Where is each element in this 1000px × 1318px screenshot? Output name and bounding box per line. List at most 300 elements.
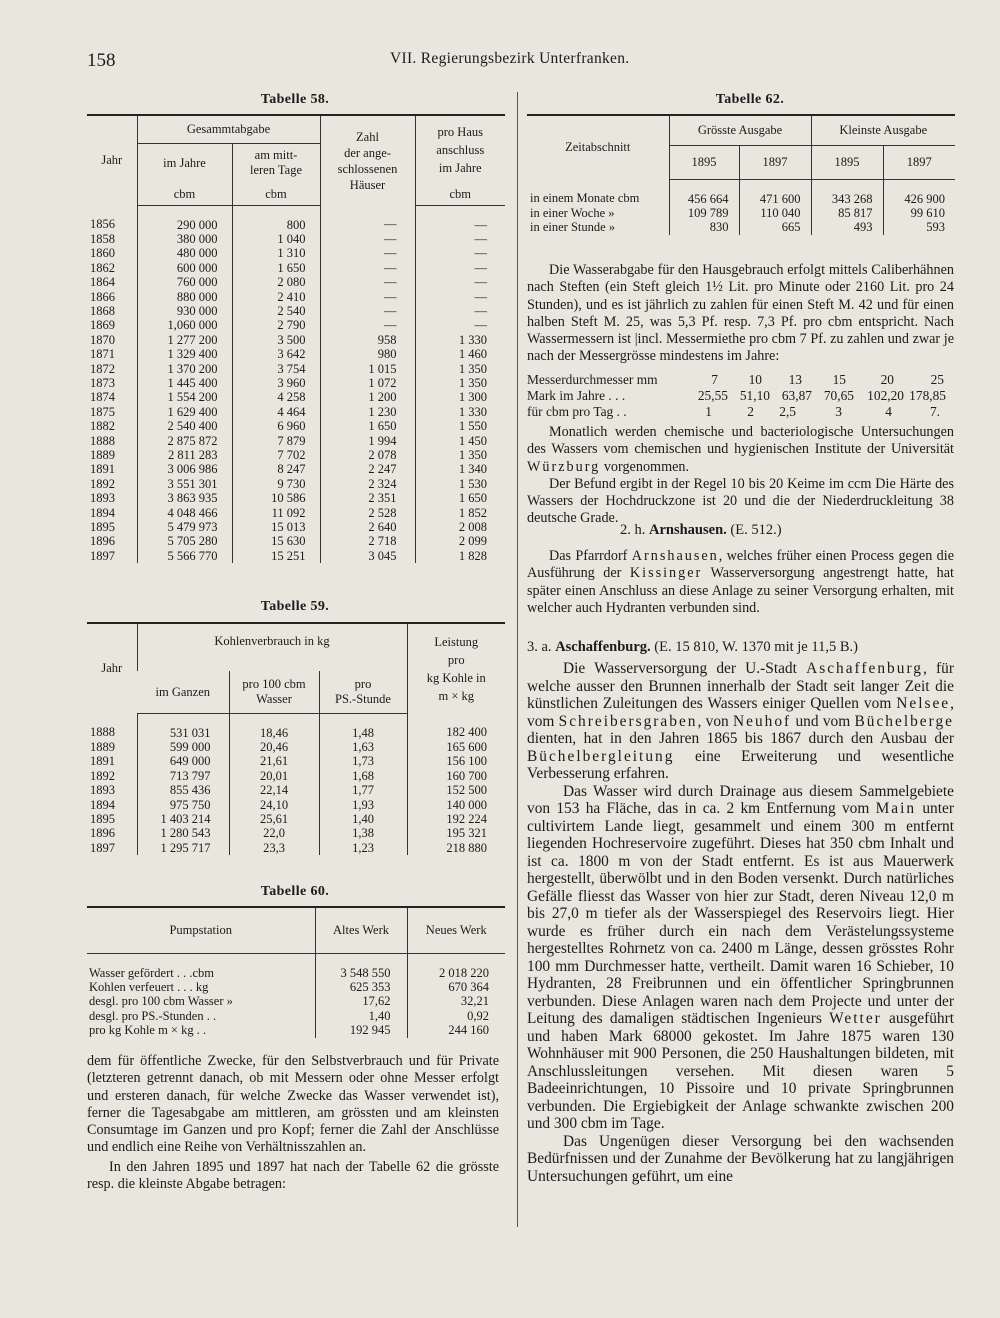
t59-row	[87, 826, 505, 840]
t62-head-y2: 1897	[739, 145, 811, 179]
t59-cell: 20,01	[229, 769, 319, 783]
t59-cell: 649 000	[137, 754, 229, 768]
p5-buechelbergleitung: Büchelbergleitung	[527, 747, 675, 765]
t58-row	[87, 333, 505, 347]
t59-head-ganzen: im Ganzen	[137, 671, 229, 713]
t58-cell: 1897	[90, 548, 115, 563]
t58-cell: 930 000	[137, 304, 232, 318]
t59-row	[87, 740, 505, 754]
t59-body	[87, 713, 505, 855]
t59-cell: 140 000	[407, 798, 505, 812]
t58-row	[87, 462, 505, 476]
t58-cell: —	[320, 232, 415, 246]
m1-v4: 15	[832, 372, 846, 387]
t62-cell: 493	[811, 220, 883, 234]
t58-head-gesammt: Gesammtabgabe	[137, 115, 320, 143]
t58-head-zahl: Zahl der ange- schlossenen Häuser	[320, 115, 415, 205]
t60-cell: 192 945	[315, 1023, 407, 1037]
t59-head-pro100: pro 100 cbm Wasser	[229, 671, 319, 713]
t58-cell: 1 370 200	[137, 362, 232, 376]
running-title: VII. Regierungsbezirk Unterfranken.	[390, 50, 630, 67]
t59-cell: 195 321	[407, 826, 505, 840]
t58-row	[87, 448, 505, 462]
t58-cell: 1862	[90, 260, 115, 275]
t58-cell: 1,060 000	[137, 318, 232, 332]
t62-cell: 665	[739, 220, 811, 234]
t58-cell: 1 230	[320, 405, 415, 419]
p5-neuhof: Neuhof	[733, 712, 792, 730]
t58-row	[87, 318, 505, 332]
t58-cell: 1 330	[415, 405, 505, 419]
t62-cell: in einer Woche »	[530, 205, 615, 220]
t58-row	[87, 419, 505, 433]
t58-cell: 1891	[90, 462, 115, 477]
p5-nelsee: Nelsee	[896, 695, 951, 712]
s2-pre: 2. h.	[620, 522, 649, 538]
t59-cell: 1897	[90, 840, 115, 855]
m3-v2: 2	[747, 404, 754, 419]
t60-cell: 625 353	[315, 980, 407, 994]
t58-cell: 3 960	[232, 376, 320, 390]
t58-cell: 15 630	[232, 534, 320, 548]
right-paragraph-5	[527, 660, 954, 783]
t58-row	[87, 376, 505, 390]
t59-cell: 855 436	[137, 783, 229, 797]
p6-e: ausgeführt und haben Mark 68000 gekostet. Im Jahre 1875 waren 130 Wohnhäuser mit 900 Personen, die 250 Haushaltungen bildeten, mit Anschlussleitungen versehen. Mit diesen waren 5 Badeeinrichtungen, 10 Pissoire und 10 private Springbrunnen verbunden. Die Ergiebigkeit der Anlage schwankte zwischen 200 und 300 cbm im Tage.	[527, 1010, 954, 1132]
t59-cell: 975 750	[137, 798, 229, 812]
t59-head-props: pro PS.-Stunde	[319, 671, 407, 713]
t59-cell: 160 700	[407, 769, 505, 783]
t58-cell: 1895	[90, 520, 115, 535]
t58-cell: 2 247	[320, 462, 415, 476]
t58-cell: 2 718	[320, 534, 415, 548]
t58-cell: 290 000	[137, 205, 232, 232]
right-paragraph-4	[527, 548, 954, 617]
table-60-caption: Tabelle 60.	[260, 884, 330, 899]
t58-row	[87, 347, 505, 361]
table-62-caption: Tabelle 62.	[715, 92, 785, 107]
t58-cell: 1 460	[415, 347, 505, 361]
t58-cell: —	[415, 318, 505, 332]
t60-cell: 670 364	[407, 980, 505, 994]
t58-row	[87, 506, 505, 520]
t59-cell: 1895	[90, 811, 115, 826]
right-text-3	[527, 548, 954, 617]
t58-cell: 980	[320, 347, 415, 361]
t58-row	[87, 275, 505, 289]
t58-cell: 1 550	[415, 419, 505, 433]
t58-cell: 1866	[90, 289, 115, 304]
t59-cell: 1888	[90, 725, 115, 740]
t59-cell: 18,46	[229, 713, 319, 740]
t60-row	[87, 994, 505, 1008]
t58-cell: 2 528	[320, 506, 415, 520]
t62-cell: 426 900	[883, 179, 955, 206]
p6-wetter: Wetter	[829, 1010, 882, 1027]
right-paragraph-1: Die Wasserabgabe für den Hausgebrauch erfolgt mittels Caliberhähnen nach Steften (ein Steft gleich 1½ Lit. pro Minute oder 2160 Lit. pro 24 Stunden), und es ist jährlich zu zahlen für einen Steft M. 42 und für einen halben Steft M. 25, was 5,3 Pf. resp. 7,3 Pf. pro cbm entspricht. Nach Wassermessern ist |incl. Messermiethe pro cbm 7 Pf. zu zahlen und zwar je nach der Messergrösse mindestens im Jahre:	[527, 262, 954, 365]
t59-cell: 1894	[90, 797, 115, 812]
p5-k: dienten, hat in den Jahren 1865 bis 1867 durch den Ausbau der	[527, 730, 954, 747]
t58-cell: 1 200	[320, 390, 415, 404]
m1-v1: 7	[711, 372, 718, 387]
t60-cell: Kohlen verfeuert . . . kg	[89, 979, 209, 994]
t62-cell: 471 600	[739, 179, 811, 206]
t59-cell: 156 100	[407, 754, 505, 768]
t58-cell: 1856	[90, 217, 115, 232]
t58-cell: 1 650	[320, 419, 415, 433]
p5-aschaffenburg: Aschaffenburg	[806, 660, 923, 677]
t58-cell: 958	[320, 333, 415, 347]
meter-label-1: Messerdurchmesser mm	[527, 372, 658, 387]
t59-cell: 1 280 543	[137, 826, 229, 840]
t62-row	[527, 179, 955, 206]
t60-cell: 244 160	[407, 1023, 505, 1037]
t58-cell: 1882	[90, 419, 115, 434]
t58-cell: 1873	[90, 375, 115, 390]
t58-cell: 1860	[90, 246, 115, 261]
t58-row	[87, 405, 505, 419]
t58-cell: 2 790	[232, 318, 320, 332]
t58-cell: 2 080	[232, 275, 320, 289]
t58-cell: 5 566 770	[137, 549, 232, 563]
t58-cell: 760 000	[137, 275, 232, 289]
p5-c: , für welche ausser den Brunnen innerhalb der Stadt seit langer Zeit die künstlichen Zuleitungen des Wassers einiger Quellen vom	[527, 660, 954, 712]
t58-cell: 5 479 973	[137, 520, 232, 534]
t58-cell: 880 000	[137, 290, 232, 304]
t62-head-gross: Grösste Ausgabe	[669, 115, 811, 145]
t58-cell: 3 642	[232, 347, 320, 361]
left-paragraph-1: dem für öffentliche Zwecke, für den Selbstverbrauch und für Private (letzteren getrennt danach, ob mit Messern oder ohne Messer erfolgt und ersteren danach, für welche Zwecke das Wasser verwendet ist), ferner die Tagesabgabe am mittleren, am grössten und am kleinsten Consumtage im Ganzen und pro Kopf; ferner die Zahl der Anschlüsse und endlich eine Reihe von Verhältnisszahlen an.	[87, 1053, 499, 1156]
t58-head-mittl: am mitt- leren Tage	[232, 143, 320, 183]
t59-cell: 1,93	[319, 798, 407, 812]
p5-buechelberge: Büchelberge	[854, 712, 954, 730]
t62-cell: 85 817	[811, 206, 883, 220]
t60-cell: 32,21	[407, 994, 505, 1008]
t59-cell: 1893	[90, 783, 115, 798]
m1-v2: 10	[748, 372, 762, 387]
t58-cell: 1864	[90, 275, 115, 290]
t62-head-klein: Kleinste Ausgabe	[811, 115, 955, 145]
t59-row	[87, 798, 505, 812]
table-59	[87, 622, 505, 855]
t58-cell: 1858	[90, 231, 115, 246]
t62-row	[527, 206, 955, 220]
t58-cell: 1 072	[320, 376, 415, 390]
t58-head-cbm-2: cbm	[232, 183, 320, 205]
t59-cell: 152 500	[407, 783, 505, 797]
t60-cell: Wasser gefördert . . .cbm	[89, 965, 214, 980]
t59-cell: 1,38	[319, 826, 407, 840]
t60-cell: 0,92	[407, 1009, 505, 1023]
t58-cell: 1 650	[232, 261, 320, 275]
p5-e: , vom	[527, 695, 954, 730]
t58-cell: —	[320, 304, 415, 318]
t59-cell: 1,40	[319, 812, 407, 826]
t58-cell: 4 048 466	[137, 506, 232, 520]
t58-cell: 5 705 280	[137, 534, 232, 548]
t58-cell: —	[415, 290, 505, 304]
t60-cell: desgl. pro PS.-Stunden . .	[89, 1008, 217, 1023]
t59-cell: 22,0	[229, 826, 319, 840]
m2-v3: 63,87	[781, 388, 812, 403]
t62-cell: 456 664	[669, 179, 739, 206]
t62-body	[527, 179, 955, 235]
t58-cell: 2 078	[320, 448, 415, 462]
t58-cell: 15 013	[232, 520, 320, 534]
m3-v6: 7.	[929, 404, 940, 419]
t58-cell: 2 811 283	[137, 448, 232, 462]
t58-cell: 1 277 200	[137, 333, 232, 347]
t60-head-alt: Altes Werk	[315, 907, 407, 953]
t58-row	[87, 261, 505, 275]
table-62	[527, 114, 955, 235]
table-58	[87, 114, 505, 563]
t58-row	[87, 362, 505, 376]
table-58-caption: Tabelle 58.	[260, 92, 330, 107]
t59-cell: 20,46	[229, 740, 319, 754]
t59-cell: 24,10	[229, 798, 319, 812]
t58-cell: 1 852	[415, 506, 505, 520]
p4-a: Das Pfarrdorf	[549, 548, 632, 564]
p5-a: Die Wasserversorgung der U.-Stadt	[563, 660, 807, 677]
t60-cell: desgl. pro 100 cbm Wasser »	[89, 994, 233, 1009]
t58-cell: 3 500	[232, 333, 320, 347]
t58-cell: 1 445 400	[137, 376, 232, 390]
t59-cell: 1,73	[319, 754, 407, 768]
t58-cell: 1 650	[415, 491, 505, 505]
m2-v4: 70,65	[823, 388, 854, 403]
t58-cell: 380 000	[137, 232, 232, 246]
t58-head-pro-haus: pro Haus anschluss im Jahre	[415, 115, 505, 183]
meter-row-3	[527, 404, 946, 420]
section-aschaffenburg	[527, 639, 858, 656]
t59-cell: 1,48	[319, 713, 407, 740]
t62-cell: in einer Stunde »	[530, 220, 616, 235]
t62-cell: 110 040	[739, 206, 811, 220]
t58-cell: —	[415, 205, 505, 232]
t58-row	[87, 290, 505, 304]
t58-cell: 2 324	[320, 477, 415, 491]
t59-cell: 531 031	[137, 713, 229, 740]
t60-cell: 3 548 550	[315, 953, 407, 980]
t60-cell: 1,40	[315, 1009, 407, 1023]
t60-row	[87, 1023, 505, 1037]
t58-cell: 1 350	[415, 448, 505, 462]
t59-row	[87, 754, 505, 768]
p4-e: Wasserversorgung angestrengt hatte, hat später einen Anschluss an diese Anlage zu seiner Versorgung erhalten, mit welcher auch Hydranten verbunden sind.	[527, 565, 954, 616]
t58-cell: 3 863 935	[137, 491, 232, 505]
t58-cell: 2 410	[232, 290, 320, 304]
s3-pre: 3. a.	[527, 639, 556, 655]
left-paragraph-2: In den Jahren 1895 und 1897 hat nach der Tabelle 62 die grösste resp. die kleinste Abgabe betragen:	[87, 1158, 499, 1193]
t58-row	[87, 304, 505, 318]
t58-cell: 2 640	[320, 520, 415, 534]
p6-main: Main	[875, 800, 917, 817]
t58-cell: 1874	[90, 390, 115, 405]
t59-cell: 165 600	[407, 740, 505, 754]
t58-head-cbm-1: cbm	[137, 183, 232, 205]
m2-v1: 25,55	[697, 388, 728, 403]
m3-v4: 3	[835, 404, 842, 419]
t58-cell: 6 960	[232, 419, 320, 433]
right-paragraph-6	[527, 783, 954, 1133]
t58-cell: 3 006 986	[137, 462, 232, 476]
t58-cell: 1868	[90, 303, 115, 318]
t59-cell: 1,77	[319, 783, 407, 797]
p4-c: , welches früher einen Process gegen die Ausführung der	[527, 548, 954, 582]
t58-cell: 3 754	[232, 362, 320, 376]
t59-cell: 1892	[90, 768, 115, 783]
t58-cell: 1 994	[320, 434, 415, 448]
t58-row	[87, 232, 505, 246]
t60-cell: 17,62	[315, 994, 407, 1008]
t58-cell: —	[320, 205, 415, 232]
t58-cell: —	[415, 232, 505, 246]
s2-name: Arnshausen.	[649, 522, 727, 538]
p6-a: Das Wasser wird durch Drainage aus diesem Sammelgebiete von 153 ha Fläche, das in ca. 2 km Entfernung vom	[527, 782, 954, 817]
t58-row	[87, 205, 505, 232]
t58-head-jahr: Jahr	[87, 115, 137, 205]
left-text	[87, 1053, 499, 1193]
t60-cell: 2 018 220	[407, 953, 505, 980]
t58-cell: 4 464	[232, 405, 320, 419]
t58-row	[87, 390, 505, 404]
t58-cell: 1888	[90, 433, 115, 448]
t58-row	[87, 434, 505, 448]
t58-row	[87, 549, 505, 563]
t59-head-leistung: Leistung pro kg Kohle in m × kg	[407, 623, 505, 713]
t58-cell: 1 350	[415, 362, 505, 376]
t58-cell: 800	[232, 205, 320, 232]
t60-row	[87, 980, 505, 994]
t58-cell: 1 340	[415, 462, 505, 476]
s2-post: (E. 512.)	[726, 522, 782, 538]
t59-cell: 22,14	[229, 783, 319, 797]
t59-cell: 192 224	[407, 812, 505, 826]
t62-cell: in einem Monate cbm	[530, 191, 640, 206]
t58-cell: 1 530	[415, 477, 505, 491]
t62-head-y3: 1895	[811, 145, 883, 179]
right-paragraph-7: Das Ungenügen dieser Versorgung bei den wachsenden Bedürfnissen und der Zunahme der Bevölkerung hat zu langjährigen Untersuchungen geführt, um eine	[527, 1132, 954, 1185]
t58-cell: 1 828	[415, 549, 505, 563]
right-paragraph-3: Der Befund ergibt in der Regel 10 bis 20 Keime im ccm Die Härte des Wassers der Hochdruckzone ist 20 und die der Niederdruckleitung 38 deutsche Grade.	[527, 475, 954, 527]
table-60	[87, 906, 505, 1038]
meter-table	[527, 372, 946, 420]
p5-g: , von	[697, 712, 734, 730]
t59-cell: 599 000	[137, 740, 229, 754]
t58-cell: 1893	[90, 491, 115, 506]
t58-cell: —	[415, 275, 505, 289]
t59-row	[87, 812, 505, 826]
t58-cell: 2 008	[415, 520, 505, 534]
t58-row	[87, 477, 505, 491]
t58-cell: 1 015	[320, 362, 415, 376]
t59-cell: 182 400	[407, 713, 505, 740]
m2-v5: 102,20	[867, 388, 904, 403]
t58-cell: 9 730	[232, 477, 320, 491]
t58-cell: 480 000	[137, 246, 232, 260]
right-text-1	[527, 262, 954, 366]
t59-cell: 1891	[90, 754, 115, 769]
m3-v3: 2,5	[779, 404, 796, 419]
t62-cell: 99 610	[883, 206, 955, 220]
t59-row	[87, 841, 505, 855]
p2-c: vorgenommen.	[600, 458, 690, 475]
t58-row	[87, 534, 505, 548]
t59-cell: 1,63	[319, 740, 407, 754]
column-divider	[517, 92, 518, 1227]
s3-post: (E. 15 810, W. 1370 mit je 11,5 B.)	[650, 639, 858, 655]
m3-v5: 4	[885, 404, 892, 419]
t58-cell: 1870	[90, 332, 115, 347]
p5-i: und vom	[791, 712, 855, 730]
t58-cell: 1869	[90, 318, 115, 333]
t59-cell: 1 403 214	[137, 812, 229, 826]
m2-v6: 178,85	[909, 388, 946, 403]
s3-name: Aschaffenburg.	[555, 639, 651, 655]
t58-cell: —	[320, 261, 415, 275]
t58-cell: 7 879	[232, 434, 320, 448]
t60-head-neu: Neues Werk	[407, 907, 505, 953]
meter-label-3: für cbm pro Tag . .	[527, 404, 627, 419]
t58-cell: 10 586	[232, 491, 320, 505]
t58-cell: 2 875 872	[137, 434, 232, 448]
t59-cell: 21,61	[229, 754, 319, 768]
p5-m: eine Erweiterung und wesentliche Verbesserung erfahren.	[527, 747, 954, 782]
t62-cell: 830	[669, 220, 739, 234]
t58-head-im-jahre: im Jahre	[137, 143, 232, 183]
t58-cell: 1 350	[415, 376, 505, 390]
t58-cell: —	[320, 290, 415, 304]
t58-cell: 8 247	[232, 462, 320, 476]
t59-row	[87, 713, 505, 740]
t59-cell: 25,61	[229, 812, 319, 826]
t58-cell: 1 629 400	[137, 405, 232, 419]
t58-cell: —	[415, 304, 505, 318]
t59-row	[87, 783, 505, 797]
t59-cell: 1889	[90, 739, 115, 754]
m1-v3: 13	[788, 372, 802, 387]
t58-cell: 1875	[90, 404, 115, 419]
right-paragraph-2	[527, 424, 954, 476]
t58-head-cbm-3: cbm	[415, 183, 505, 205]
t58-cell: 1892	[90, 476, 115, 491]
right-text-2	[527, 424, 954, 528]
t62-head-y1: 1895	[669, 145, 739, 179]
t59-cell: 218 880	[407, 841, 505, 855]
t58-cell: 1 450	[415, 434, 505, 448]
t58-cell: 1 329 400	[137, 347, 232, 361]
t58-cell: 4 258	[232, 390, 320, 404]
t60-row	[87, 953, 505, 980]
t58-cell: 15 251	[232, 549, 320, 563]
page-number: 158	[87, 50, 116, 71]
t58-cell: 1 310	[232, 246, 320, 260]
t59-row	[87, 769, 505, 783]
t59-cell: 1,23	[319, 841, 407, 855]
t58-cell: —	[320, 318, 415, 332]
t58-cell: 1 554 200	[137, 390, 232, 404]
t58-row	[87, 246, 505, 260]
t58-cell: 600 000	[137, 261, 232, 275]
p2-a: Monatlich werden chemische und bacteriologische Untersuchungen des Wassers vom chemischen und hygienischen Institute der Universität	[527, 424, 954, 458]
p4-arnshausen: Arnshausen	[631, 548, 719, 564]
t59-cell: 23,3	[229, 841, 319, 855]
t58-cell: 1896	[90, 534, 115, 549]
t58-cell: 2 540	[232, 304, 320, 318]
t58-cell: 1872	[90, 361, 115, 376]
t60-body	[87, 953, 505, 1038]
